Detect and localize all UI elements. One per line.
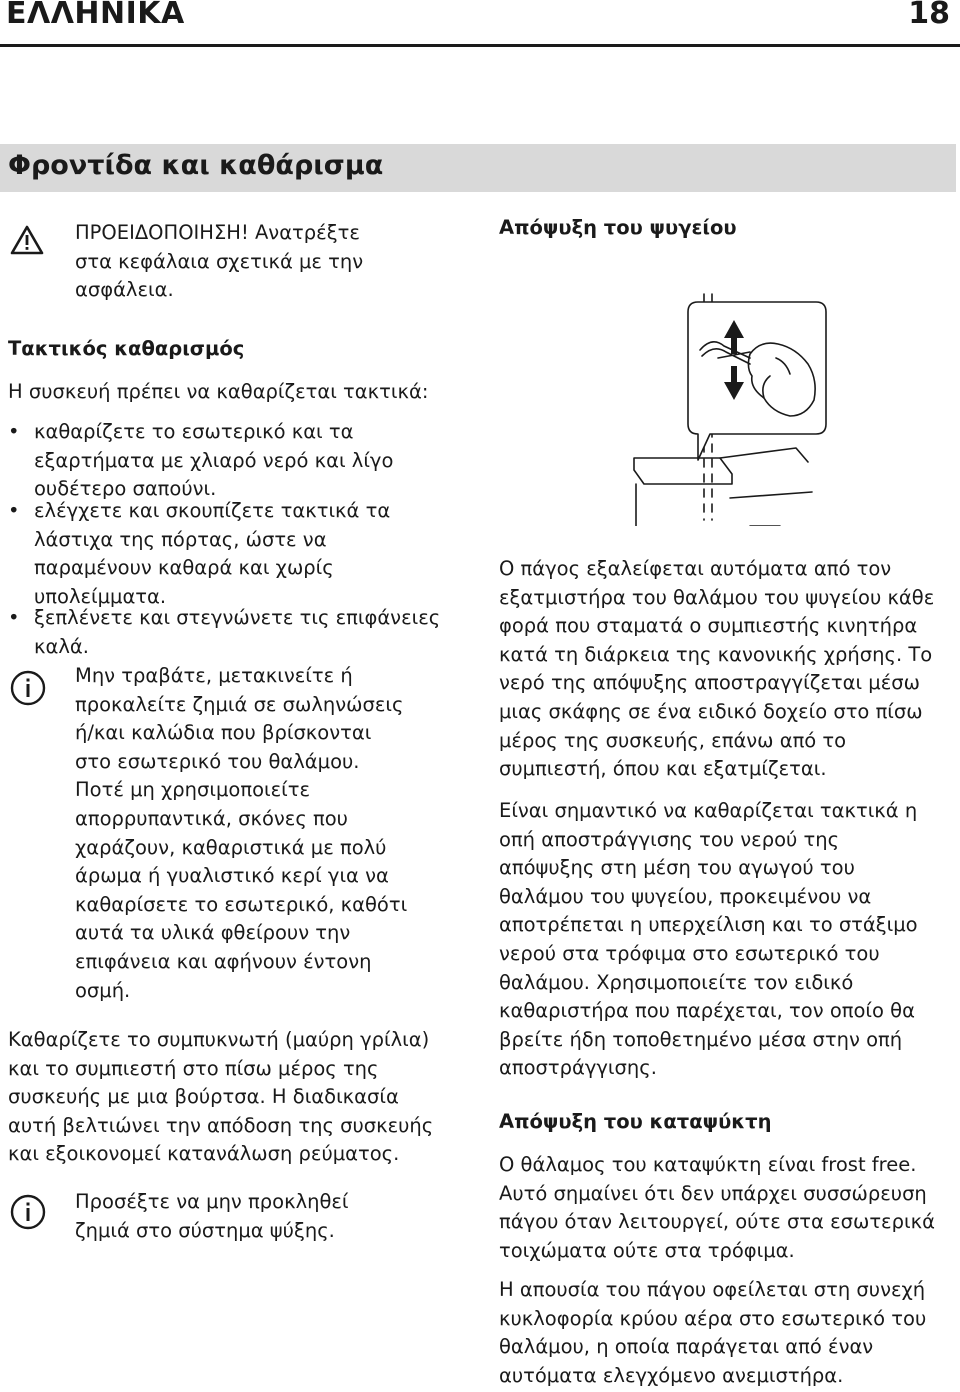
paragraph-line: θαλάμου. Χρησιμοποιείτε τον ειδικό	[499, 970, 854, 994]
list-item-line: ξεπλένετε και στεγνώνετε τις επιφάνειες	[34, 606, 441, 629]
fridge-defrost-paragraph-2	[499, 797, 951, 1083]
fridge-defrost-heading: Απόψυξη του ψυγείου	[499, 216, 737, 239]
list-item	[34, 418, 444, 504]
warning-line: στα κεφάλαια σχετικά με την	[75, 249, 364, 273]
info-note-line: αυτά τα υλικά φθείρουν την	[75, 921, 351, 945]
paragraph-line: κυκλοφορία κρύου αέρα στο εσωτερικό του	[499, 1306, 927, 1330]
bullet-symbol: •	[8, 606, 20, 629]
paragraph-line: κατά τη διάρκεια της κανονικής χρήσης. Το	[499, 642, 933, 666]
list-item-line: ελέγχετε και σκουπίζετε τακτικά τα	[34, 499, 391, 522]
info-note-line: ή/και καλώδια που βρίσκονται	[75, 721, 372, 745]
paragraph-line: και εξοικονομεί κατανάλωση ρεύματος.	[8, 1142, 400, 1166]
info-note-line: καθαρίσετε το εσωτερικό, καθότι	[75, 892, 408, 916]
info-note-line: απορρυπαντικά, σκόνες που	[75, 806, 348, 830]
paragraph-line: αποτρέπεται η υπερχείλιση και το στάξιμο	[499, 913, 918, 937]
paragraph-line: συσκευής με μια βούρτσα. Η διαδικασία	[8, 1085, 399, 1109]
paragraph-line: απόψυξης στη μέση του αγωγού του	[499, 856, 855, 880]
info-note-line: προκαλείτε ζημιά σε σωληνώσεις	[75, 692, 404, 716]
freezer-defrost-heading: Απόψυξη του καταψύκτη	[499, 1110, 772, 1133]
paragraph-line: και το συμπιεστή στο πίσω μέρος της	[8, 1056, 379, 1080]
paragraph-line: θαλάμου, η οποία παράγεται από έναν	[499, 1335, 874, 1359]
paragraph-line: Αυτό σημαίνει ότι δεν υπάρχει συσσώρευση	[499, 1181, 927, 1205]
paragraph-line: αποστράγγισης.	[499, 1056, 657, 1080]
list-item-line: λάστιχα της πόρτας, ώστε να	[34, 527, 327, 551]
info-icon	[10, 670, 46, 706]
info-note-line: Ποτέ μη χρησιμοποιείτε	[75, 778, 311, 802]
header-divider	[0, 44, 960, 47]
info-note-line: στο εσωτερικό του θαλάμου.	[75, 749, 360, 773]
list-item-line: παραμένουν καθαρά και χωρίς	[34, 556, 334, 580]
info-note-line: ζημιά στο σύστημα ψύξης.	[75, 1218, 335, 1242]
list-item	[34, 497, 444, 611]
paragraph-line: μέρος της συσκευής, επάνω από το	[499, 728, 847, 752]
paragraph-line: συμπιεστή, όπου και εξατμίζεται.	[499, 757, 827, 781]
paragraph-line: αυτόματα ελεγχόμενο ανεμιστήρα.	[499, 1363, 844, 1387]
warning-line: ασφάλεια.	[75, 278, 174, 302]
bullet-symbol: •	[8, 499, 20, 522]
header-language: ΕΛΛΗΝΙΚΑ	[6, 0, 185, 31]
paragraph-line: αυτή βελτιώνει την απόδοση της συσκευής	[8, 1113, 434, 1137]
paragraph-line: νερό της απόψυξης αποστραγγίζεται μέσω	[499, 671, 920, 695]
condenser-paragraph	[8, 1026, 448, 1169]
list-item-line: καλά.	[34, 634, 89, 658]
paragraph-line: θαλάμου του ψυγείου, προκειμένου να	[499, 884, 872, 908]
list-item-line: υπολείμματα.	[34, 584, 167, 608]
bullet-symbol: •	[8, 420, 20, 443]
info-note-line: χαράζουν, καθαριστικά με πολύ	[75, 835, 387, 859]
info-note-text	[75, 662, 445, 1005]
paragraph-line: Η απουσία του πάγου οφείλεται στη συνεχή	[499, 1278, 926, 1301]
list-item-line: εξαρτήματα με χλιαρό νερό και λίγο	[34, 448, 394, 472]
paragraph-line: Ο θάλαμος του καταψύκτη είναι frost free.	[499, 1153, 917, 1176]
freezer-defrost-paragraph-2	[499, 1276, 951, 1390]
info-note-text	[75, 1188, 445, 1245]
info-note-line: άρωμα ή γυαλιστικό κερί για να	[75, 864, 389, 888]
freezer-defrost-paragraph-1	[499, 1151, 951, 1265]
paragraph-line: καθαριστήρα που παρέχεται, τον οποίο θα	[499, 999, 915, 1023]
drain-cleaning-illustration	[600, 288, 840, 526]
info-icon	[10, 1194, 46, 1230]
paragraph-line: νερού στα τρόφιμα στο εσωτερικό του	[499, 941, 880, 965]
info-note-line: επιφάνεια και αφήνουν έντονη	[75, 949, 372, 973]
paragraph-line: Καθαρίζετε το συμπυκνωτή (μαύρη γρίλια)	[8, 1028, 430, 1051]
warning-triangle-icon	[10, 225, 44, 255]
list-item-line: ουδέτερο σαπούνι.	[34, 477, 217, 501]
warning-text	[75, 219, 445, 305]
info-note-line: οσμή.	[75, 978, 131, 1002]
info-note-line: Προσέξτε να μην προκληθεί	[75, 1190, 349, 1213]
paragraph-line: πάγου όταν λειτουργεί, ούτε στα εσωτερικά	[499, 1210, 935, 1234]
paragraph-line: βρείτε ήδη τοποθετημένο μέσα στην οπή	[499, 1027, 903, 1051]
page-number: 18	[908, 0, 950, 31]
warning-line: ΠΡΟΕΙΔΟΠΟΙΗΣΗ! Ανατρέξτε	[75, 221, 360, 244]
list-item	[34, 604, 444, 661]
regular-cleaning-intro: Η συσκευή πρέπει να καθαρίζεται τακτικά:	[8, 380, 429, 403]
section-title: Φροντίδα και καθάρισμα	[8, 150, 384, 181]
paragraph-line: τοιχώματα ούτε στα τρόφιμα.	[499, 1238, 795, 1262]
paragraph-line: φορά που σταματά ο συμπιεστής κινητήρα	[499, 614, 918, 638]
regular-cleaning-heading: Τακτικός καθαρισμός	[8, 337, 245, 360]
paragraph-line: μιας σκάφης σε ένα ειδικό δοχείο στο πίσω	[499, 699, 923, 723]
list-item-line: καθαρίζετε το εσωτερικό και τα	[34, 420, 354, 443]
paragraph-line: οπή αποστράγγισης του νερού της	[499, 827, 840, 851]
fridge-defrost-paragraph-1	[499, 555, 951, 784]
paragraph-line: εξατμιστήρα του θαλάμου του ψυγείου κάθε	[499, 585, 935, 609]
paragraph-line: Ο πάγος εξαλείφεται αυτόματα από τον	[499, 557, 892, 580]
info-note-line: Μην τραβάτε, μετακινείτε ή	[75, 664, 353, 687]
paragraph-line: Είναι σημαντικό να καθαρίζεται τακτικά η	[499, 799, 918, 822]
